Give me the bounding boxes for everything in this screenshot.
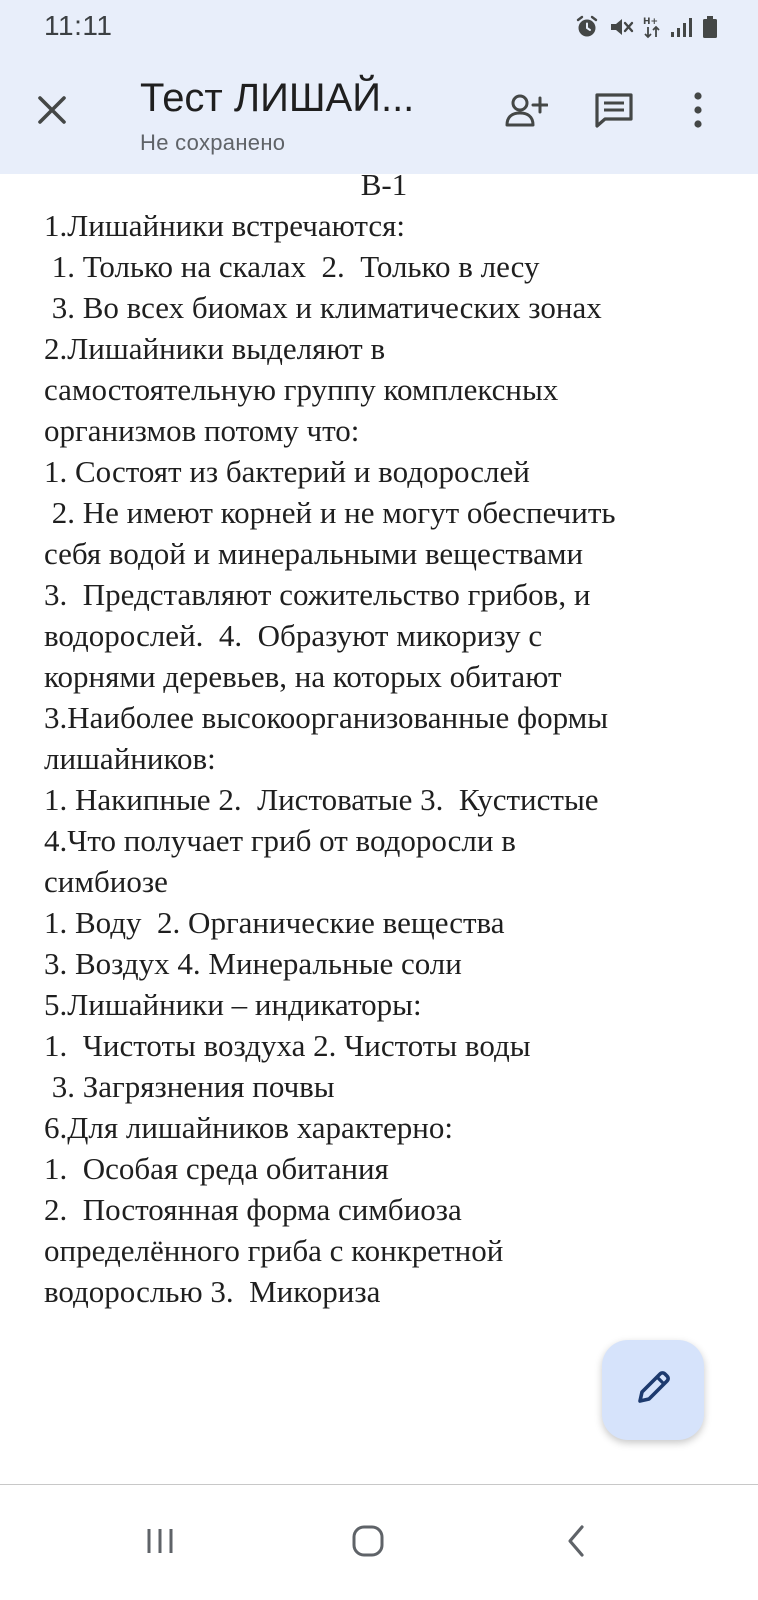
doc-line: симбиозе [44, 864, 168, 899]
doc-line: 3. Воздух 4. Минеральные соли [44, 946, 462, 981]
doc-line: 5.Лишайники – индикаторы: [44, 987, 422, 1022]
doc-line: лишайников: [44, 741, 216, 776]
mute-icon [608, 14, 634, 40]
doc-line: себя водой и минеральными веществами [44, 536, 584, 571]
doc-line: 3. Загрязнения почвы [44, 1069, 335, 1104]
doc-line: 1. Состоят из бактерий и водорослей [44, 454, 530, 489]
status-time: 11:11 [44, 10, 113, 41]
doc-line: 1. Воду 2. Органические вещества [44, 905, 505, 940]
close-button[interactable] [28, 88, 76, 136]
data-transfer-icon [642, 14, 662, 40]
close-icon [37, 95, 67, 130]
doc-line: 1. Только на скалах 2. Только в лесу [44, 249, 540, 284]
doc-line: 2. Постоянная форма симбиоза [44, 1192, 462, 1227]
alarm-icon [574, 14, 600, 40]
document-body[interactable] [44, 164, 724, 1312]
doc-line: 1.Лишайники встречаются: [44, 208, 405, 243]
doc-line: 3. Во всех биомах и климатических зонах [44, 290, 602, 325]
save-status: Не сохранено [140, 130, 286, 155]
doc-line: определённого гриба с конкретной [44, 1233, 504, 1268]
status-bar [0, 0, 758, 58]
doc-line: 1. Накипные 2. Листоватые 3. Кустистые [44, 782, 599, 817]
doc-line: 3.Наиболее высокоорганизованные формы [44, 700, 609, 735]
share-button[interactable] [500, 86, 552, 138]
back-icon [565, 1524, 587, 1563]
comment-icon [594, 92, 634, 133]
doc-line: 4.Что получает гриб от водоросли в [44, 823, 516, 858]
doc-line: самостоятельную группу комплексных [44, 372, 559, 407]
home-button[interactable] [338, 1513, 398, 1573]
document-title[interactable]: Тест ЛИШАЙ... [140, 76, 415, 120]
app-bar [0, 58, 758, 174]
signal-icon [670, 14, 694, 40]
pencil-icon [633, 1368, 673, 1413]
status-icons [574, 14, 718, 40]
doc-line: 2. Не имеют корней и не могут обеспечить [44, 495, 616, 530]
system-nav-bar [0, 1485, 758, 1600]
svg-text:H+: H+ [643, 17, 659, 27]
add-person-icon [504, 92, 548, 133]
doc-line: водорослью 3. Микориза [44, 1274, 381, 1309]
doc-line: организмов потому что: [44, 413, 360, 448]
more-options-button[interactable] [672, 86, 724, 138]
variant-heading: В-1 [360, 167, 408, 202]
edit-fab-button[interactable] [602, 1340, 704, 1440]
recent-apps-button[interactable] [130, 1513, 190, 1573]
back-button[interactable] [546, 1513, 606, 1573]
doc-line: водорослей. 4. Образуют микоризу с [44, 618, 543, 653]
doc-line: 3. Представляют сожительство грибов, и [44, 577, 591, 612]
doc-line: корнями деревьев, на которых обитают [44, 659, 562, 694]
doc-line: 2.Лишайники выделяют в [44, 331, 386, 366]
battery-icon [702, 14, 718, 40]
doc-line: 1. Чистоты воздуха 2. Чистоты воды [44, 1028, 531, 1063]
doc-line: 1. Особая среда обитания [44, 1151, 389, 1186]
recent-apps-icon [144, 1526, 176, 1561]
home-icon [351, 1524, 385, 1563]
comments-button[interactable] [588, 86, 640, 138]
doc-line: 6.Для лишайников характерно: [44, 1110, 453, 1145]
more-vert-icon [692, 92, 704, 133]
